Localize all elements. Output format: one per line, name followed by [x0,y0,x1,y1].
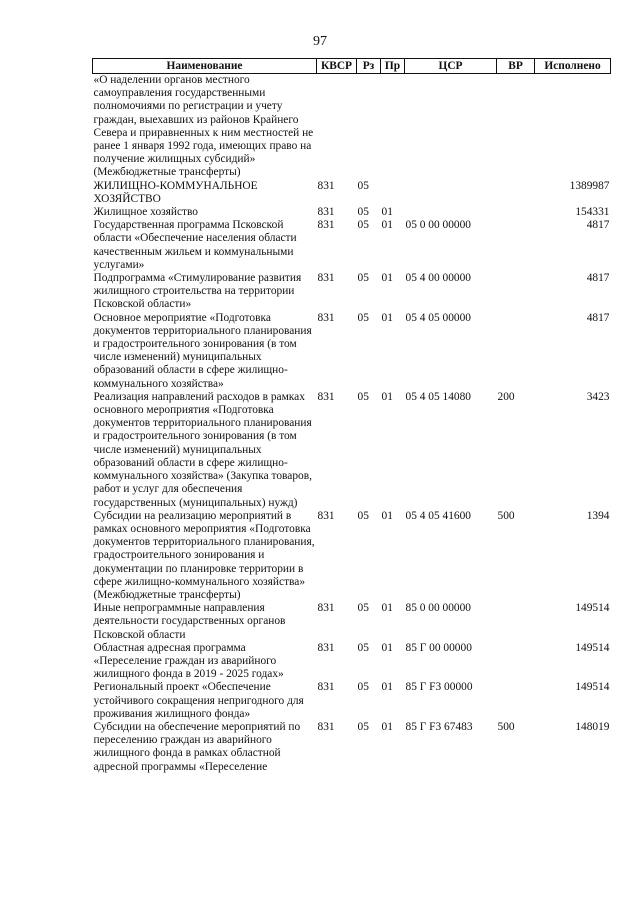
cell-kvsr [317,74,357,180]
cell-kvsr: 831 [317,179,335,192]
table-header-row [93,59,611,74]
cell-kvsr: 831 [317,681,335,694]
cell-vr [497,219,535,272]
cell-pr: 01 [381,641,393,654]
table-row [93,272,611,312]
cell-vr [497,312,535,391]
cell-csr: 85 Г 00 00000 [405,641,472,654]
table-row [93,180,611,206]
cell-sum: 149514 [575,602,610,615]
cell-sum: 149514 [575,641,610,654]
header-vr: ВР [497,59,535,74]
cell-pr: 01 [381,720,393,733]
cell-sum: 3423 [586,390,610,403]
cell-sum: 4817 [586,219,610,232]
header-csr: ЦСР [405,59,497,74]
cell-csr: 05 4 00 00000 [405,272,471,285]
cell-pr [381,74,405,180]
table-row [93,391,611,510]
cell-vr [497,272,535,312]
header-pr: Пр [381,59,405,74]
cell-name: Реализация направлений расходов в рамках основного мероприятия «Подготовка документов территориального планирования и градостроительного зонирования (в том числе изменений) муниципальных образований области в сфере жилищно-коммунального хозяйства» (Закупка товаров, работ и услуг для обеспечения государственных (муниципальных) нужд) [93,390,312,509]
table-row [93,681,611,721]
header-sum: Исполнено [535,59,611,74]
cell-csr: 05 4 05 41600 [405,509,471,522]
page-number: 97 [313,34,327,49]
table-row [93,74,611,180]
cell-rz: 05 [357,311,369,324]
cell-name: Субсидии на обеспечение мероприятий по переселению граждан из аварийного жилищного фонда в рамках областной адресной программы «Переселение [93,720,301,773]
cell-kvsr: 831 [317,720,335,733]
cell-kvsr: 831 [317,272,335,285]
cell-csr: 85 Г F3 00000 [405,681,473,694]
cell-pr: 01 [381,681,393,694]
cell-name: Основное мероприятие «Подготовка документов территориального планирования и градостроительного зонирования (в том числе изменений) муниципальных образований области в сфере жилищно-коммунального хозяйства» [93,311,312,390]
cell-name: Подпрограмма «Стимулирование развития жилищного строительства на территории Псковской области» [93,272,302,311]
cell-sum: 4817 [586,272,610,285]
cell-rz: 05 [357,681,369,694]
cell-vr [497,602,535,642]
table-row [93,642,611,682]
table-row [93,721,611,774]
cell-kvsr: 831 [317,219,335,232]
cell-pr [381,180,405,206]
cell-rz: 05 [357,641,369,654]
cell-name: Субсидии на реализацию мероприятий в рамках основного мероприятия «Подготовка документов территориального планирования, градостроительного зонирования и документации по планировке территории в сфере жилищно-коммунального хозяйства» (Межбюджетные трансферты) [93,509,315,601]
cell-rz: 05 [357,390,369,403]
cell-vr: 500 [497,720,515,733]
cell-csr: 05 0 00 00000 [405,219,471,232]
cell-name: Государственная программа Псковской области «Обеспечение населения области качественным жильем и коммунальными услугами» [93,219,297,271]
cell-pr: 01 [381,272,393,285]
cell-sum: 1389987 [569,179,610,192]
cell-vr: 500 [497,509,515,522]
cell-vr [497,74,535,180]
cell-vr [497,642,535,682]
header-kvsr: КВСР [317,59,357,74]
cell-kvsr: 831 [317,641,335,654]
cell-rz: 05 [357,509,369,522]
header-rz: Рз [357,59,381,74]
cell-csr [405,74,497,180]
cell-vr [497,206,535,219]
cell-pr: 01 [381,509,393,522]
cell-sum: 1394 [586,509,610,522]
cell-name: Региональный проект «Обеспечение устойчивого сокращения непригодного для проживания жилищного фонда» [93,681,304,720]
cell-csr [405,180,497,206]
cell-rz: 05 [357,272,369,285]
cell-pr: 01 [381,219,393,232]
table-row [93,510,611,602]
table-row [93,312,611,391]
cell-csr: 05 4 05 00000 [405,311,471,324]
cell-rz: 05 [357,179,369,192]
cell-pr: 01 [381,311,393,324]
cell-csr [405,206,497,219]
table-row [93,219,611,272]
cell-rz: 05 [357,219,369,232]
cell-sum: 148019 [575,720,610,733]
cell-kvsr: 831 [317,390,335,403]
cell-vr [497,180,535,206]
header-name: Наименование [93,59,317,74]
cell-vr [497,681,535,721]
cell-kvsr: 831 [317,602,335,615]
table-row [93,602,611,642]
cell-rz: 05 [357,602,369,615]
cell-kvsr: 831 [317,311,335,324]
cell-sum: 149514 [575,681,610,694]
cell-csr: 85 Г F3 67483 [405,720,473,733]
cell-kvsr: 831 [317,509,335,522]
cell-vr: 200 [497,390,515,403]
cell-rz: 05 [357,206,369,219]
cell-sum: 154331 [575,206,610,219]
cell-name: Областная адресная программа «Переселение граждан из аварийного жилищного фонда в 2019 - 2025 годах» [93,641,284,681]
cell-pr: 01 [381,602,393,615]
cell-name: Жилищное хозяйство [93,206,199,219]
cell-rz: 05 [357,720,369,733]
cell-pr: 01 [381,390,393,403]
cell-name: Иные непрограммные направления деятельности государственных органов Псковской области [93,602,286,641]
cell-sum: 4817 [586,311,610,324]
cell-csr: 85 0 00 00000 [405,602,471,615]
cell-name: «О наделении органов местного самоуправления государственными полномочиями по регистрации и учету граждан, выехавших из районов Крайнего Севера и приравненных к ним местностей не ранее 1 января 1992 года, имеющих право на получение жилищных субсидий» (Межбюджетные трансферты) [93,74,314,179]
cell-kvsr: 831 [317,206,335,219]
cell-name: ЖИЛИЩНО-КОММУНАЛЬНОЕ ХОЗЯЙСТВО [93,179,258,205]
cell-sum [535,74,611,180]
cell-csr: 05 4 05 14080 [405,390,471,403]
cell-rz [357,74,381,180]
budget-table [92,58,611,774]
cell-pr: 01 [381,206,393,219]
table-row [93,206,611,219]
